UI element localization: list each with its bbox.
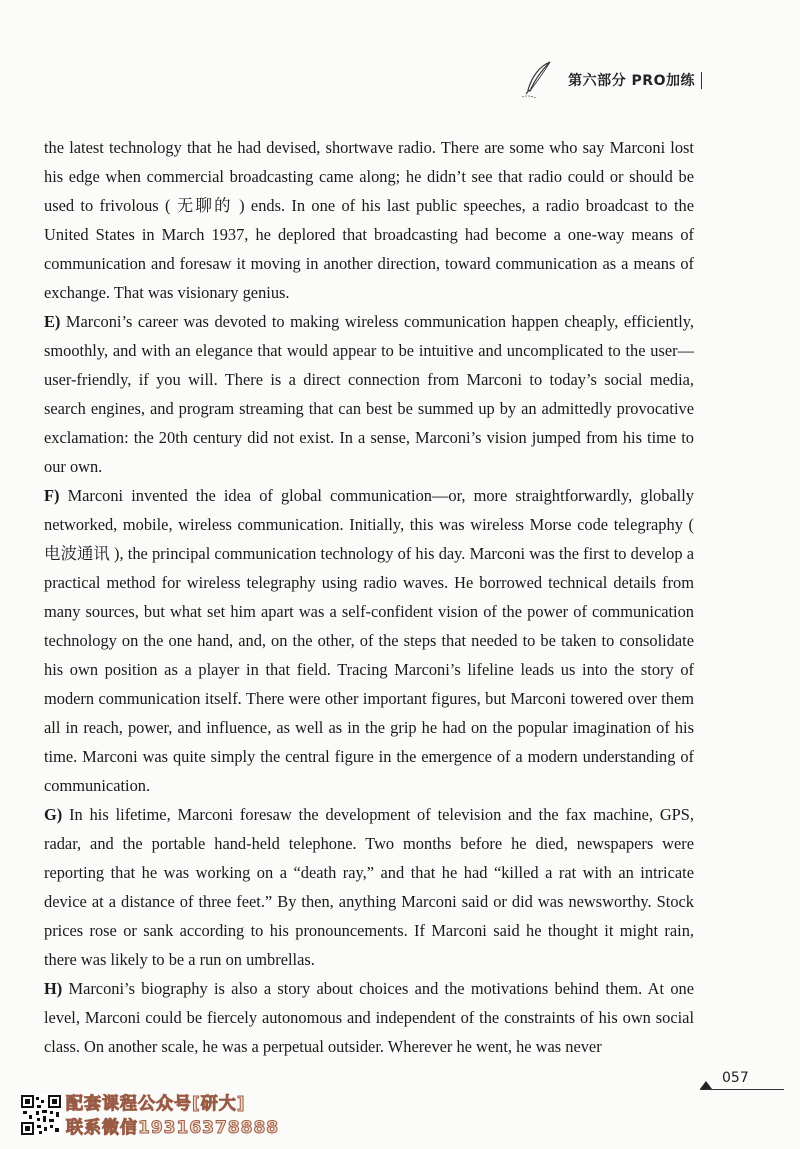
page-header <box>520 60 702 100</box>
page-number: 057 <box>722 1070 749 1086</box>
paragraph-text: Marconi invented the idea of global communication—or, more straightforwardly, globally networked, mobile, wireless communication. Initially, this was wireless Morse code telegraphy ( 电波通讯 ), the principal communication technology of his day. Marconi was the first to develop a practical method for wireless telegraphy using radio waves. He borrowed technical details from many sources, but what set him apart was a self-confident vision of the power of communication technology on the one hand, and, on the other, of the steps that needed to be taken to consolidate his own position as a player in that field. Tracing Marconi’s lifeline leads us into the story of modern communication itself. There were other important figures, but Marconi towered over them all in reach, power, and influence, as well as in the grip he had on the popular imagination of his time. Marconi was quite simply the central figure in the emergence of a modern understanding of communication. <box>44 486 694 795</box>
paragraph-text: the latest technology that he had devised, shortwave radio. There are some who say Marconi lost his edge when commercial broadcasting came along; he didn’t see that radio could or should be used to frivolous ( 无聊的 ) ends. In one of his last public speeches, a radio broadcast to the United States in March 1937, he deplored that broadcasting had become a one-way means of communication and foresaw it moving in another direction, toward communication as a means of exchange. That was visionary genius. <box>44 138 694 302</box>
footer-rule <box>700 1089 784 1090</box>
section-title: 第六部分 PRO加练 <box>568 73 695 89</box>
watermark-line-1: 配套课程公众号[研大] <box>66 1094 246 1114</box>
paragraph-g <box>44 800 694 974</box>
header-divider <box>701 72 702 89</box>
paragraph-label: E) <box>44 312 61 331</box>
article-body <box>44 133 694 1061</box>
page-arrow-icon <box>700 1081 712 1089</box>
paragraph-label: F) <box>44 486 60 505</box>
paragraph-text: In his lifetime, Marconi foresaw the development of television and the fax machine, GPS, radar, and the portable hand-held telephone. Two months before he died, newspapers were reporting that he was working on a “death ray,” and that he had “killed a rat with an intricate device at a distance of three feet.” By then, anything Marconi said or did was newsworthy. Stock prices rose or sank according to his pronouncements. If Marconi said he thought it might rain, there was likely to be a run on umbrellas. <box>44 805 694 969</box>
quill-pen-icon <box>520 60 556 100</box>
paragraph-label: G) <box>44 805 63 824</box>
qr-code-icon <box>20 1094 62 1136</box>
paragraph-continuation <box>44 133 694 307</box>
paragraph-text: Marconi’s career was devoted to making wireless communication happen cheaply, efficiently, smoothly, and with an elegance that would appear to be intuitive and uncomplicated to the user—user-friendly, if you will. There is a direct connection from Marconi to today’s social media, search engines, and program streaming that can best be summed up by an admittedly provocative exclamation: the 20th century did not exist. In a sense, Marconi’s vision jumped from his time to our own. <box>44 312 694 476</box>
watermark-line-2: 联系微信19316378888 <box>66 1118 280 1138</box>
paragraph-e <box>44 307 694 481</box>
paragraph-text: Marconi’s biography is also a story about choices and the motivations behind them. At one level, Marconi could be fiercely autonomous and independent of the constraints of his own social class. On another scale, he was a perpetual outsider. Wherever he went, he was never <box>44 979 694 1056</box>
paragraph-label: H) <box>44 979 63 998</box>
page-footer <box>0 1066 800 1149</box>
paragraph-h <box>44 974 694 1061</box>
promo-watermark <box>66 1092 279 1140</box>
paragraph-f <box>44 481 694 800</box>
